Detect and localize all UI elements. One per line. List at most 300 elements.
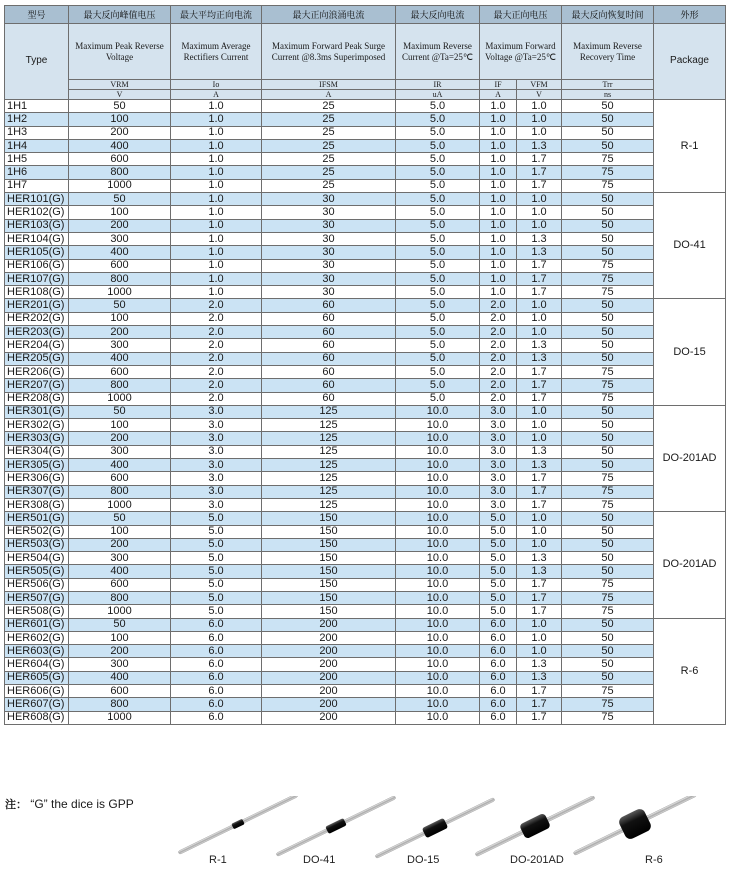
cell-if: 6.0	[480, 711, 517, 724]
cell-type: HER103(G)	[5, 219, 69, 232]
cell-vfm: 1.0	[517, 405, 562, 418]
cell-ir: 10.0	[396, 605, 480, 618]
table-row	[5, 352, 726, 365]
cell-io: 1.0	[171, 219, 262, 232]
table-row	[5, 472, 726, 485]
cell-trr: 50	[562, 113, 654, 126]
cell-ifsm: 150	[262, 525, 396, 538]
cell-type: 1H7	[5, 179, 69, 192]
diode-label-do15: DO-15	[407, 854, 440, 866]
cell-vrm: 50	[69, 193, 171, 206]
cell-trr: 75	[562, 379, 654, 392]
cell-vfm: 1.0	[517, 100, 562, 113]
cell-if: 6.0	[480, 618, 517, 631]
cell-vrm: 50	[69, 512, 171, 525]
cell-io: 5.0	[171, 578, 262, 591]
cell-vrm: 800	[69, 485, 171, 498]
header-en-vrm: Maximum Peak Reverse Voltage	[69, 24, 171, 80]
cell-ifsm: 25	[262, 126, 396, 139]
cell-type: HER105(G)	[5, 246, 69, 259]
cell-ifsm: 25	[262, 153, 396, 166]
cell-if: 1.0	[480, 166, 517, 179]
cell-ir: 5.0	[396, 179, 480, 192]
cell-ir: 10.0	[396, 538, 480, 551]
cell-type: HER308(G)	[5, 498, 69, 511]
diode-do41-icon	[275, 796, 397, 859]
header-en-ir: Maximum Reverse Current @Ta=25℃	[396, 24, 480, 80]
cell-io: 5.0	[171, 605, 262, 618]
cell-io: 6.0	[171, 645, 262, 658]
cell-ifsm: 60	[262, 365, 396, 378]
diode-r6-icon	[569, 796, 702, 865]
cell-trr: 50	[562, 100, 654, 113]
cell-ir: 10.0	[396, 671, 480, 684]
cell-if: 5.0	[480, 525, 517, 538]
cell-ir: 10.0	[396, 552, 480, 565]
cell-ir: 5.0	[396, 166, 480, 179]
table-row	[5, 272, 726, 285]
cell-vrm: 800	[69, 591, 171, 604]
cell-vrm: 800	[69, 166, 171, 179]
cell-io: 1.0	[171, 286, 262, 299]
cell-ifsm: 60	[262, 326, 396, 339]
cell-vfm: 1.7	[517, 685, 562, 698]
header-cn-vfm: 最大正向电压	[480, 6, 562, 24]
unit-ir: uA	[396, 90, 480, 100]
cell-vrm: 600	[69, 259, 171, 272]
cell-type: HER604(G)	[5, 658, 69, 671]
cell-io: 1.0	[171, 113, 262, 126]
cell-trr: 50	[562, 618, 654, 631]
cell-trr: 75	[562, 272, 654, 285]
cell-type: HER607(G)	[5, 698, 69, 711]
cell-if: 3.0	[480, 405, 517, 418]
cell-type: HER305(G)	[5, 459, 69, 472]
cell-trr: 75	[562, 286, 654, 299]
cell-ifsm: 150	[262, 605, 396, 618]
cell-ifsm: 30	[262, 259, 396, 272]
cell-vfm: 1.0	[517, 432, 562, 445]
cell-if: 1.0	[480, 153, 517, 166]
table-row	[5, 219, 726, 232]
cell-ifsm: 125	[262, 405, 396, 418]
table-row	[5, 538, 726, 551]
cell-type: HER602(G)	[5, 631, 69, 644]
cell-type: HER501(G)	[5, 512, 69, 525]
cell-vrm: 50	[69, 100, 171, 113]
symbol-vfm: VFM	[517, 80, 562, 90]
cell-if: 5.0	[480, 565, 517, 578]
unit-vfm: V	[517, 90, 562, 100]
cell-vrm: 300	[69, 658, 171, 671]
cell-type: HER304(G)	[5, 445, 69, 458]
cell-ifsm: 30	[262, 193, 396, 206]
cell-ir: 10.0	[396, 525, 480, 538]
cell-ifsm: 30	[262, 246, 396, 259]
cell-io: 5.0	[171, 538, 262, 551]
cell-vrm: 600	[69, 472, 171, 485]
cell-vfm: 1.3	[517, 139, 562, 152]
cell-ir: 5.0	[396, 153, 480, 166]
cell-io: 1.0	[171, 206, 262, 219]
cell-vrm: 100	[69, 631, 171, 644]
cell-if: 1.0	[480, 232, 517, 245]
cell-if: 3.0	[480, 485, 517, 498]
cell-io: 6.0	[171, 618, 262, 631]
cell-ir: 5.0	[396, 246, 480, 259]
cell-ir: 5.0	[396, 326, 480, 339]
cell-ir: 5.0	[396, 126, 480, 139]
cell-type: 1H5	[5, 153, 69, 166]
cell-vrm: 100	[69, 525, 171, 538]
cell-vfm: 1.0	[517, 525, 562, 538]
cell-type: HER503(G)	[5, 538, 69, 551]
cell-vfm: 1.0	[517, 219, 562, 232]
header-cn-row	[5, 6, 726, 24]
diode-label-r1: R-1	[209, 854, 227, 866]
cell-ifsm: 150	[262, 552, 396, 565]
cell-if: 6.0	[480, 698, 517, 711]
cell-ir: 10.0	[396, 711, 480, 724]
cell-trr: 50	[562, 232, 654, 245]
cell-if: 5.0	[480, 605, 517, 618]
cell-ir: 5.0	[396, 312, 480, 325]
cell-trr: 50	[562, 312, 654, 325]
cell-if: 2.0	[480, 352, 517, 365]
cell-ir: 5.0	[396, 339, 480, 352]
cell-vrm: 200	[69, 538, 171, 551]
header-en-row	[5, 24, 726, 80]
table-row	[5, 326, 726, 339]
cell-type: HER107(G)	[5, 272, 69, 285]
cell-ir: 10.0	[396, 445, 480, 458]
cell-trr: 50	[562, 538, 654, 551]
cell-io: 1.0	[171, 246, 262, 259]
cell-if: 5.0	[480, 578, 517, 591]
cell-if: 5.0	[480, 591, 517, 604]
cell-ifsm: 125	[262, 459, 396, 472]
cell-ifsm: 200	[262, 671, 396, 684]
table-row	[5, 685, 726, 698]
cell-vfm: 1.0	[517, 512, 562, 525]
cell-io: 2.0	[171, 379, 262, 392]
cell-ifsm: 200	[262, 698, 396, 711]
package-cell: DO-41	[654, 193, 726, 299]
cell-trr: 75	[562, 179, 654, 192]
cell-ir: 10.0	[396, 512, 480, 525]
cell-trr: 50	[562, 326, 654, 339]
cell-trr: 75	[562, 166, 654, 179]
symbol-vrm: VRM	[69, 80, 171, 90]
cell-vrm: 1000	[69, 392, 171, 405]
cell-ir: 5.0	[396, 100, 480, 113]
cell-ir: 10.0	[396, 485, 480, 498]
cell-trr: 50	[562, 432, 654, 445]
cell-vrm: 200	[69, 126, 171, 139]
cell-trr: 50	[562, 459, 654, 472]
table-row	[5, 459, 726, 472]
cell-io: 2.0	[171, 312, 262, 325]
cell-if: 6.0	[480, 631, 517, 644]
cell-if: 1.0	[480, 219, 517, 232]
header-cn-ifsm: 最大正向浪涌电流	[262, 6, 396, 24]
cell-io: 2.0	[171, 392, 262, 405]
cell-vfm: 1.3	[517, 339, 562, 352]
cell-type: HER206(G)	[5, 365, 69, 378]
cell-ifsm: 30	[262, 272, 396, 285]
cell-if: 1.0	[480, 126, 517, 139]
cell-io: 3.0	[171, 405, 262, 418]
cell-vfm: 1.7	[517, 605, 562, 618]
table-row	[5, 698, 726, 711]
cell-type: 1H4	[5, 139, 69, 152]
cell-vfm: 1.3	[517, 246, 562, 259]
cell-vrm: 50	[69, 618, 171, 631]
cell-ir: 5.0	[396, 286, 480, 299]
table-row	[5, 618, 726, 631]
cell-vfm: 1.7	[517, 472, 562, 485]
cell-trr: 75	[562, 472, 654, 485]
cell-trr: 50	[562, 552, 654, 565]
cell-type: HER502(G)	[5, 525, 69, 538]
cell-vfm: 1.7	[517, 578, 562, 591]
cell-ir: 5.0	[396, 193, 480, 206]
cell-vrm: 400	[69, 139, 171, 152]
cell-ir: 5.0	[396, 113, 480, 126]
package-cell: R-1	[654, 100, 726, 193]
cell-trr: 75	[562, 259, 654, 272]
cell-trr: 75	[562, 591, 654, 604]
cell-ifsm: 60	[262, 339, 396, 352]
cell-type: HER106(G)	[5, 259, 69, 272]
header-cn-io: 最大平均正向电流	[171, 6, 262, 24]
cell-if: 3.0	[480, 459, 517, 472]
cell-vfm: 1.3	[517, 671, 562, 684]
cell-ir: 5.0	[396, 259, 480, 272]
cell-ifsm: 25	[262, 166, 396, 179]
cell-type: HER605(G)	[5, 671, 69, 684]
cell-if: 2.0	[480, 365, 517, 378]
cell-ifsm: 30	[262, 286, 396, 299]
cell-vfm: 1.3	[517, 658, 562, 671]
cell-if: 3.0	[480, 498, 517, 511]
cell-vrm: 600	[69, 578, 171, 591]
cell-type: HER202(G)	[5, 312, 69, 325]
cell-if: 1.0	[480, 286, 517, 299]
cell-if: 1.0	[480, 113, 517, 126]
cell-trr: 50	[562, 445, 654, 458]
cell-io: 1.0	[171, 153, 262, 166]
header-cn-trr: 最大反向恢复时间	[562, 6, 654, 24]
cell-vrm: 1000	[69, 286, 171, 299]
cell-type: HER104(G)	[5, 232, 69, 245]
cell-ir: 5.0	[396, 206, 480, 219]
cell-vfm: 1.0	[517, 299, 562, 312]
cell-vfm: 1.3	[517, 232, 562, 245]
footnote-text: “G” the dice is GPP	[30, 797, 134, 811]
cell-if: 3.0	[480, 419, 517, 432]
cell-vrm: 600	[69, 153, 171, 166]
cell-ir: 10.0	[396, 419, 480, 432]
cell-type: HER201(G)	[5, 299, 69, 312]
cell-ir: 10.0	[396, 578, 480, 591]
cell-type: HER606(G)	[5, 685, 69, 698]
cell-ifsm: 60	[262, 299, 396, 312]
cell-type: 1H6	[5, 166, 69, 179]
cell-vrm: 400	[69, 565, 171, 578]
header-en-trr: Maximum Reverse Recovery Time	[562, 24, 654, 80]
cell-vrm: 800	[69, 698, 171, 711]
cell-ifsm: 125	[262, 419, 396, 432]
header-en-package: Package	[654, 24, 726, 100]
cell-type: HER608(G)	[5, 711, 69, 724]
cell-trr: 50	[562, 631, 654, 644]
cell-vrm: 600	[69, 365, 171, 378]
cell-vrm: 400	[69, 246, 171, 259]
cell-vrm: 1000	[69, 711, 171, 724]
cell-io: 3.0	[171, 472, 262, 485]
cell-type: HER102(G)	[5, 206, 69, 219]
cell-trr: 50	[562, 352, 654, 365]
header-en-vfm: Maximum Forward Voltage @Ta=25℃	[480, 24, 562, 80]
header-cn-type: 型号	[5, 6, 69, 24]
header-en-type: Type	[5, 24, 69, 100]
cell-ifsm: 60	[262, 312, 396, 325]
cell-ifsm: 150	[262, 591, 396, 604]
cell-ifsm: 200	[262, 618, 396, 631]
cell-if: 2.0	[480, 392, 517, 405]
cell-io: 3.0	[171, 498, 262, 511]
cell-ir: 5.0	[396, 299, 480, 312]
cell-vfm: 1.0	[517, 645, 562, 658]
cell-io: 3.0	[171, 459, 262, 472]
cell-if: 1.0	[480, 193, 517, 206]
table-row	[5, 565, 726, 578]
table-row	[5, 246, 726, 259]
cell-trr: 50	[562, 246, 654, 259]
unit-if: A	[480, 90, 517, 100]
cell-io: 5.0	[171, 591, 262, 604]
header-cn-package: 外形	[654, 6, 726, 24]
cell-type: HER508(G)	[5, 605, 69, 618]
cell-ir: 10.0	[396, 645, 480, 658]
cell-ifsm: 125	[262, 485, 396, 498]
package-cell: DO-201AD	[654, 405, 726, 511]
cell-io: 1.0	[171, 232, 262, 245]
cell-trr: 50	[562, 299, 654, 312]
cell-ir: 5.0	[396, 352, 480, 365]
cell-ir: 10.0	[396, 658, 480, 671]
cell-if: 3.0	[480, 472, 517, 485]
cell-trr: 75	[562, 685, 654, 698]
cell-if: 2.0	[480, 326, 517, 339]
cell-vfm: 1.3	[517, 445, 562, 458]
cell-type: HER307(G)	[5, 485, 69, 498]
cell-ifsm: 60	[262, 379, 396, 392]
cell-type: HER204(G)	[5, 339, 69, 352]
cell-ir: 5.0	[396, 365, 480, 378]
table-row	[5, 193, 726, 206]
cell-io: 1.0	[171, 179, 262, 192]
cell-io: 2.0	[171, 352, 262, 365]
table-row	[5, 578, 726, 591]
cell-type: 1H1	[5, 100, 69, 113]
cell-if: 5.0	[480, 552, 517, 565]
cell-io: 1.0	[171, 100, 262, 113]
cell-vfm: 1.0	[517, 206, 562, 219]
cell-ir: 10.0	[396, 565, 480, 578]
cell-vfm: 1.7	[517, 179, 562, 192]
cell-trr: 75	[562, 392, 654, 405]
cell-vfm: 1.3	[517, 459, 562, 472]
cell-if: 6.0	[480, 658, 517, 671]
table-row	[5, 631, 726, 644]
cell-io: 5.0	[171, 512, 262, 525]
package-illustrations	[0, 796, 730, 869]
cell-ifsm: 125	[262, 472, 396, 485]
cell-trr: 75	[562, 711, 654, 724]
cell-trr: 50	[562, 565, 654, 578]
cell-ifsm: 125	[262, 445, 396, 458]
cell-trr: 75	[562, 365, 654, 378]
cell-type: HER108(G)	[5, 286, 69, 299]
table-row	[5, 645, 726, 658]
cell-vfm: 1.7	[517, 711, 562, 724]
cell-ifsm: 200	[262, 631, 396, 644]
cell-trr: 75	[562, 153, 654, 166]
cell-ifsm: 60	[262, 392, 396, 405]
table-row	[5, 591, 726, 604]
cell-type: HER303(G)	[5, 432, 69, 445]
package-cell: R-6	[654, 618, 726, 724]
unit-io: A	[171, 90, 262, 100]
header-symbol-row	[5, 80, 726, 90]
cell-vrm: 1000	[69, 179, 171, 192]
cell-type: HER603(G)	[5, 645, 69, 658]
cell-vrm: 1000	[69, 498, 171, 511]
package-cell: DO-201AD	[654, 512, 726, 618]
cell-vrm: 200	[69, 645, 171, 658]
cell-ir: 10.0	[396, 591, 480, 604]
table-row	[5, 552, 726, 565]
cell-trr: 50	[562, 193, 654, 206]
cell-io: 1.0	[171, 193, 262, 206]
cell-vrm: 1000	[69, 605, 171, 618]
table-row	[5, 485, 726, 498]
cell-trr: 50	[562, 525, 654, 538]
table-row	[5, 286, 726, 299]
cell-vrm: 300	[69, 552, 171, 565]
cell-vrm: 300	[69, 339, 171, 352]
cell-vrm: 400	[69, 459, 171, 472]
cell-vrm: 300	[69, 445, 171, 458]
table-row	[5, 179, 726, 192]
cell-vfm: 1.7	[517, 166, 562, 179]
cell-ir: 10.0	[396, 618, 480, 631]
cell-if: 1.0	[480, 246, 517, 259]
unit-ifsm: A	[262, 90, 396, 100]
table-row	[5, 392, 726, 405]
cell-vfm: 1.3	[517, 552, 562, 565]
cell-ifsm: 30	[262, 232, 396, 245]
cell-type: HER205(G)	[5, 352, 69, 365]
cell-if: 1.0	[480, 206, 517, 219]
cell-vfm: 1.7	[517, 392, 562, 405]
cell-type: HER601(G)	[5, 618, 69, 631]
table-row	[5, 525, 726, 538]
table-row	[5, 498, 726, 511]
cell-ifsm: 30	[262, 219, 396, 232]
